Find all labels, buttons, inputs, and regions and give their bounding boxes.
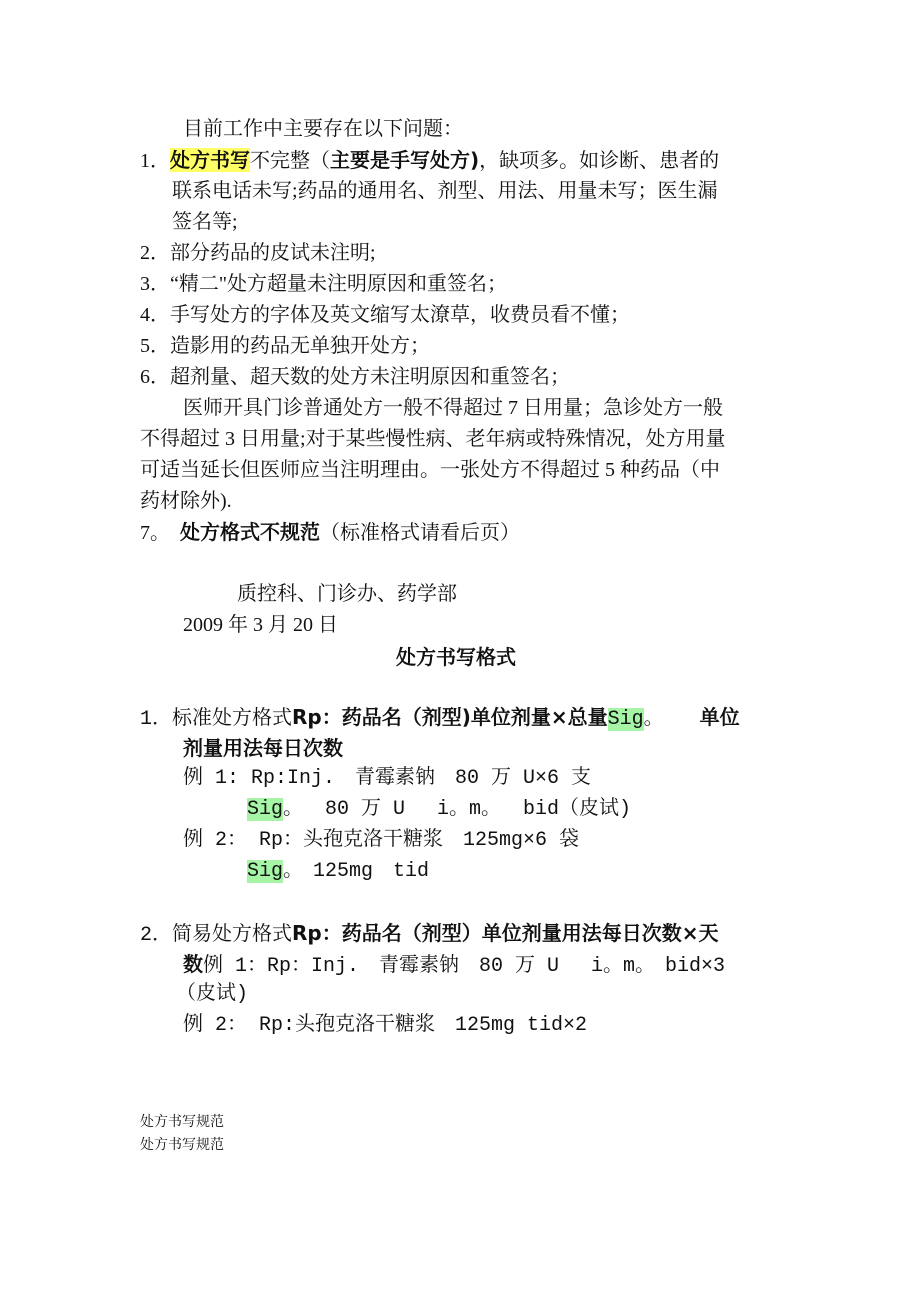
intro-text: 目前工作中主要存在以下问题： xyxy=(183,118,463,140)
item-number: 4． xyxy=(140,304,170,326)
footer-text: 处方书写规范 xyxy=(140,1115,224,1130)
standard-format-heading xyxy=(140,702,740,735)
example-text: Rp:Inj. 青霉素钠 80 万 U×6 支 xyxy=(251,767,592,790)
item-text: 手写处方的字体及英文缩写太潦草，收费员看不懂； xyxy=(170,304,630,326)
format-label: 简易处方格式 xyxy=(172,923,293,945)
bold-text: Rp：药品名（剂型)单位剂量×总量 xyxy=(292,705,608,729)
bold-text: Rp：药品名（剂型）单位剂量用法每日次数×天 xyxy=(292,921,719,945)
item-text: ，缺项多。如诊断、患者的 xyxy=(479,150,720,172)
example-text: 。 125mg tid xyxy=(283,860,430,883)
example-label: 例 2： xyxy=(183,829,248,852)
bold-text: 单位 xyxy=(699,705,740,729)
example-text: 。 80 万 U i。m。 bid（皮试) xyxy=(283,798,632,821)
sig-highlight: Sig xyxy=(247,860,284,883)
problem-item-6 xyxy=(140,362,570,392)
bold-text: 主要是手写处方) xyxy=(330,148,480,172)
paragraph-line: 药材除外). xyxy=(140,490,232,512)
item-number: 6． xyxy=(140,366,170,388)
example-label: 例 1: xyxy=(183,767,240,790)
item-text: “精二"处方超量未注明原因和重签名； xyxy=(170,273,508,295)
example-text: Rp：头孢克洛干糖浆 125mg×6 袋 xyxy=(259,829,580,852)
problem-item-1 xyxy=(140,145,719,176)
simple-format-heading xyxy=(140,918,719,951)
example-1 xyxy=(183,764,591,794)
paragraph-line: 医师开具门诊普通处方一般不得超过 7 日用量；急诊处方一般 xyxy=(183,397,723,419)
example-text: 例 1：Rp：Inj. 青霉素钠 80 万 U i。m。 bid×3 xyxy=(203,955,726,978)
bold-text: 数 xyxy=(183,952,203,976)
item-number: 2． xyxy=(140,924,173,947)
item-number: 1． xyxy=(140,150,170,172)
simple-example-2 xyxy=(183,1011,587,1041)
example-label: 例 2： xyxy=(183,1014,248,1037)
item-number: 3． xyxy=(140,273,170,295)
standard-format-cont: 剂量用法每日次数 xyxy=(183,736,343,760)
format-label: 标准处方格式 xyxy=(172,707,293,729)
item-number: 7。 xyxy=(140,522,170,544)
example-1-sig xyxy=(247,795,631,825)
problem-item-5 xyxy=(140,331,430,361)
simple-example-1-cont: （皮试) xyxy=(176,983,249,1006)
item-text: 部分药品的皮试未注明; xyxy=(170,242,376,264)
example-2 xyxy=(183,826,579,856)
item-text: （标准格式请看后页） xyxy=(320,522,520,544)
paragraph-line: 不得超过 3 日用量;对于某些慢性病、老年病或特殊情况，处方用量 xyxy=(140,428,726,450)
item-number: 1． xyxy=(140,708,173,731)
sig-highlight: Sig xyxy=(247,798,284,821)
bold-text: 处方格式不规范 xyxy=(180,520,320,544)
item-number: 2． xyxy=(140,242,170,264)
example-2-sig xyxy=(247,857,429,887)
highlighted-term: 处方书写 xyxy=(170,148,250,172)
problem-item-1-cont: 联系电话未写;药品的通用名、剂型、用法、用量未写；医生漏 xyxy=(172,180,718,202)
signature-date: 2009 年 3 月 20 日 xyxy=(183,614,338,636)
item-number: 5． xyxy=(140,335,170,357)
footer-text: 处方书写规范 xyxy=(140,1138,224,1153)
paragraph-line: 可适当延长但医师应当注明理由。一张处方不得超过 5 种药品（中 xyxy=(140,459,720,481)
problem-item-4 xyxy=(140,300,630,330)
signature-departments: 质控科、门诊办、药学部 xyxy=(237,583,457,605)
item-text: 超剂量、超天数的处方未注明原因和重签名； xyxy=(170,366,570,388)
simple-example-1 xyxy=(183,949,725,982)
section-title: 处方书写格式 xyxy=(396,645,516,669)
sig-highlight: Sig xyxy=(607,708,644,731)
problem-item-2 xyxy=(140,238,376,268)
problem-item-1-cont: 签名等; xyxy=(172,211,238,233)
example-text: Rp:头孢克洛干糖浆 125mg tid×2 xyxy=(259,1014,588,1037)
item-text: 造影用的药品无单独开处方； xyxy=(170,335,430,357)
item-text: 不完整（ xyxy=(250,150,330,172)
problem-item-3 xyxy=(140,269,507,299)
problem-item-7 xyxy=(140,517,520,548)
punct: 。 xyxy=(643,708,664,731)
